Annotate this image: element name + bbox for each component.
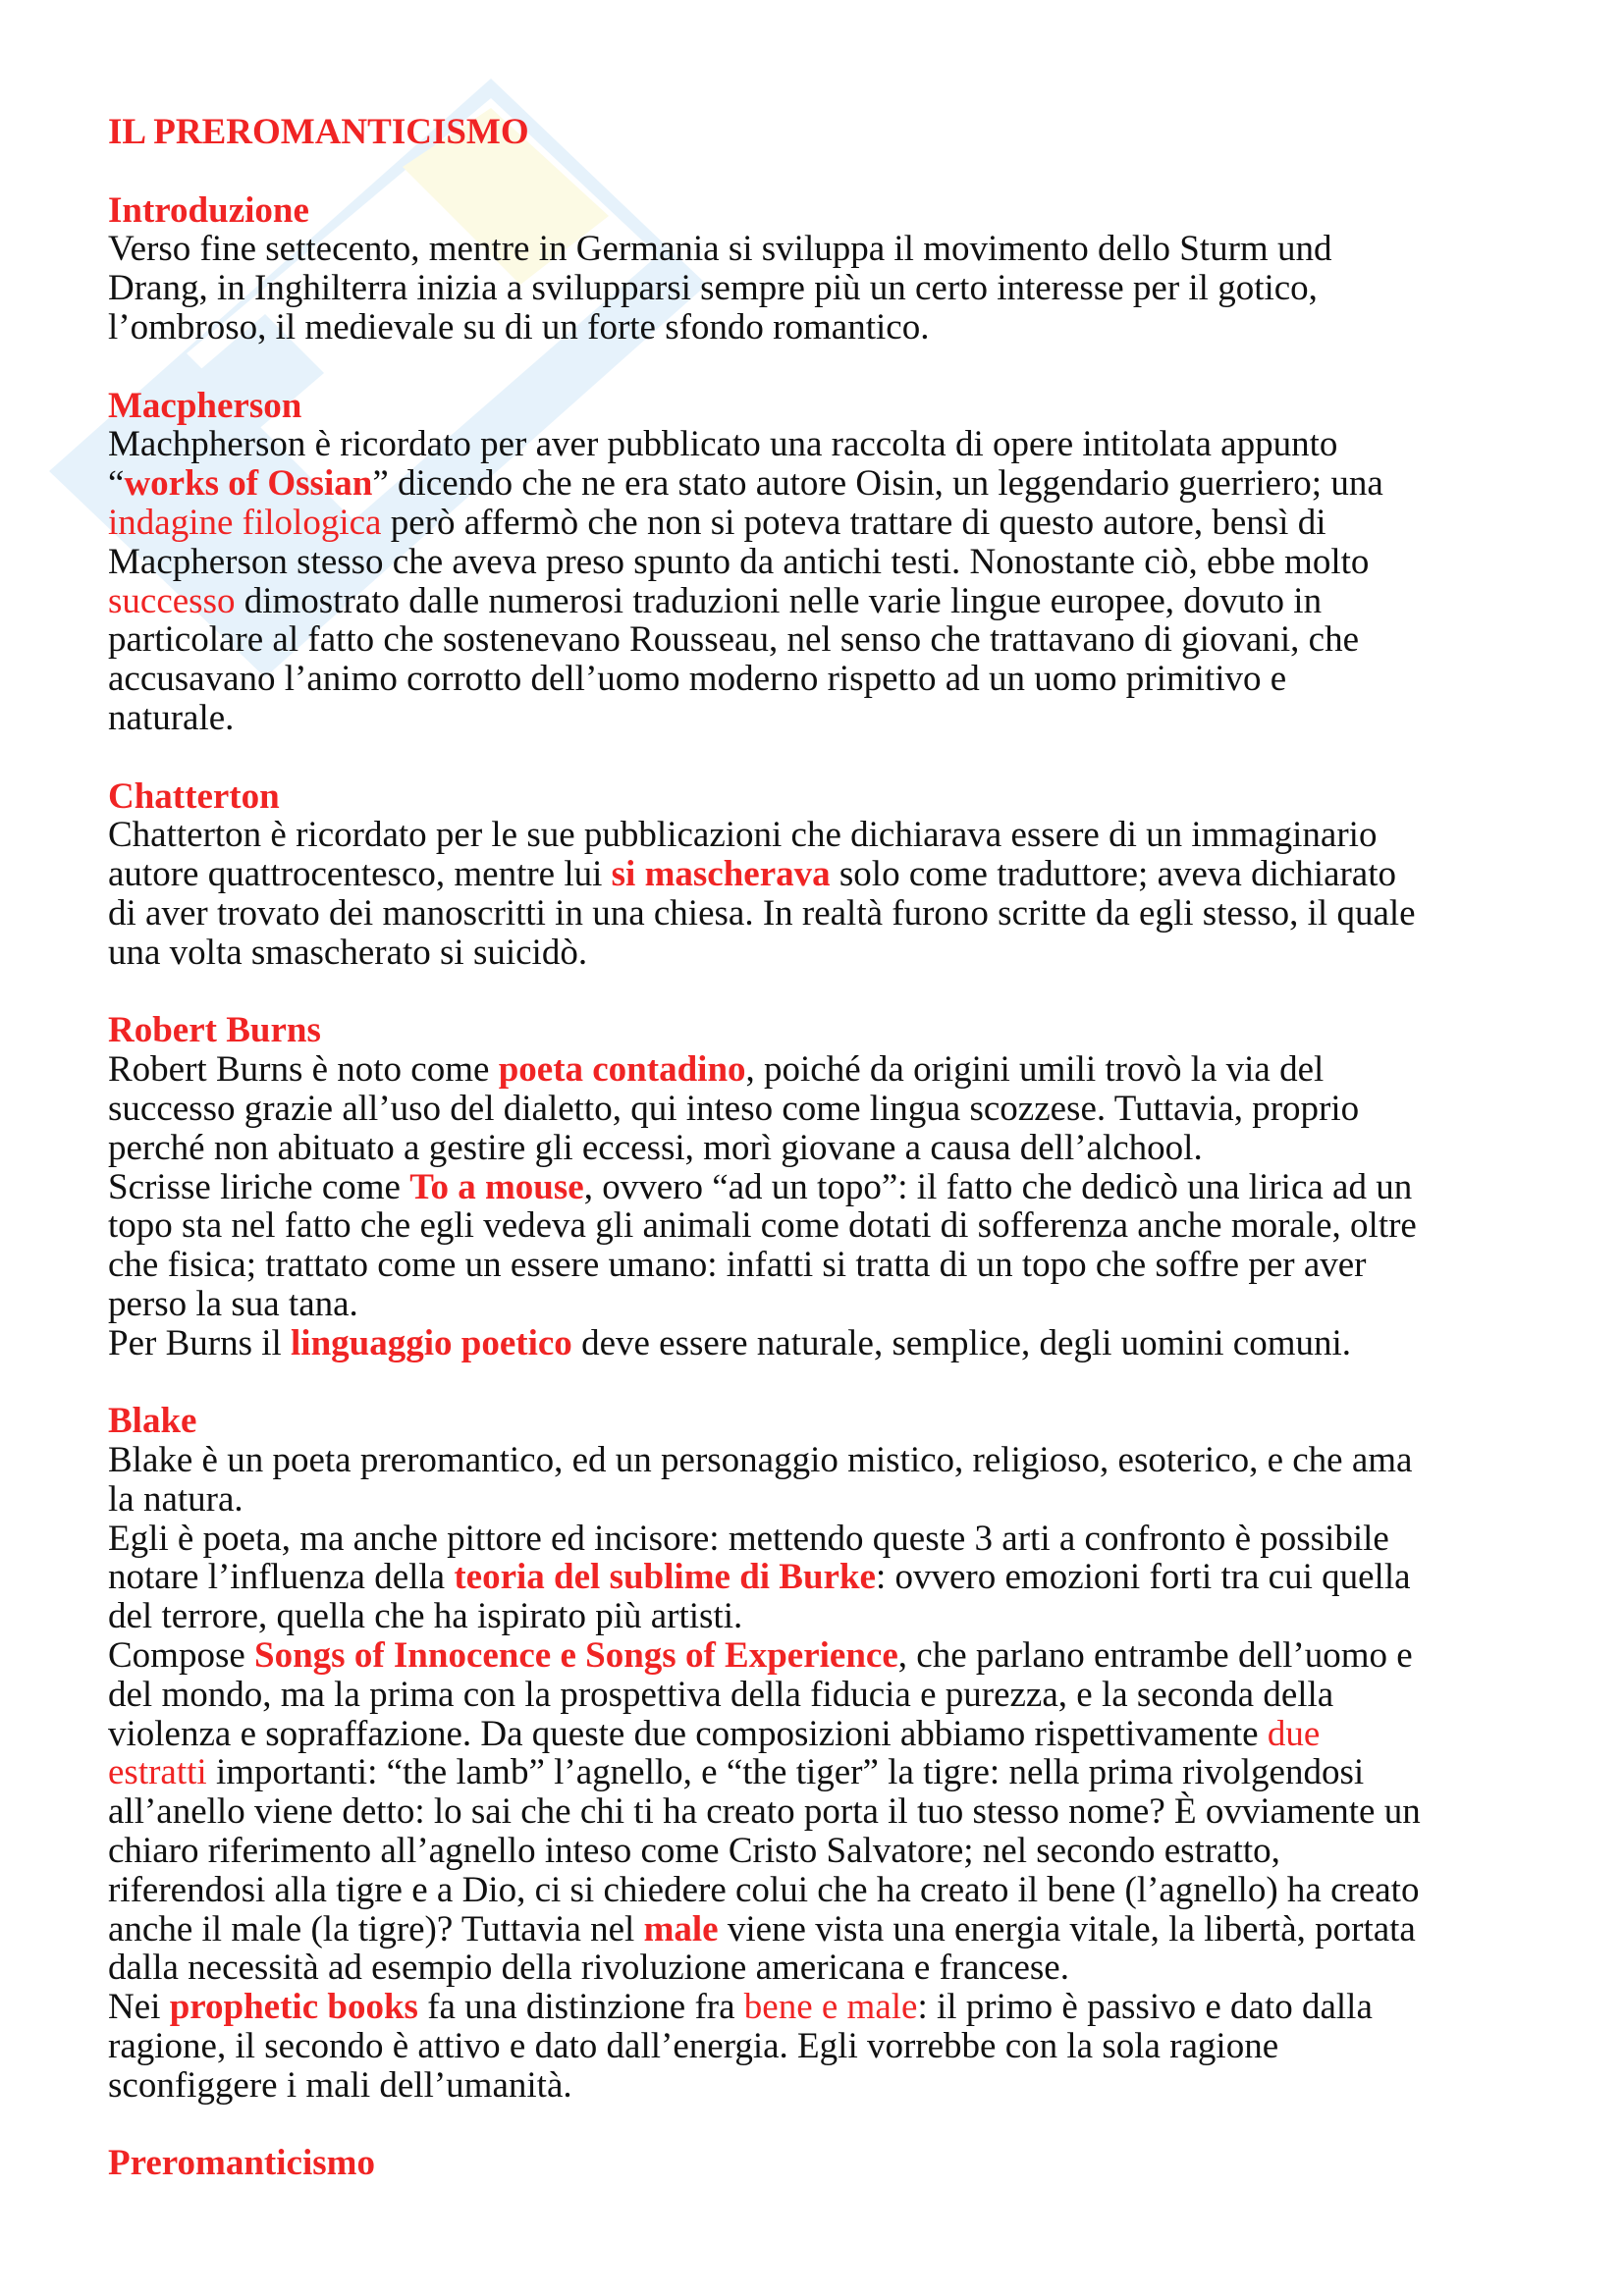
text-run: Per Burns il <box>108 1322 292 1363</box>
text-run: dimostrato dalle numerosi traduzioni nelle varie lingue europee, dovuto in <box>235 580 1323 621</box>
text-line <box>108 660 1542 699</box>
text-line <box>108 1676 1542 1715</box>
text-line <box>108 1715 1542 1754</box>
text-run: , poiché da origini umili trovò la via del <box>745 1049 1325 1091</box>
text-line <box>108 230 1542 269</box>
text-run: solo come traduttore; aveva dichiarato <box>830 854 1397 895</box>
text-run: sconfiggere i mali dell’umanità. <box>108 2064 572 2106</box>
text-run: ragione, il secondo è attivo e dato dall’energia. Egli vorrebbe con la sola ragione <box>108 2026 1279 2067</box>
text-run: autore quattrocentesco, mentre lui <box>108 854 612 895</box>
text-line <box>108 816 1542 855</box>
text-line <box>108 1520 1542 1559</box>
text-line <box>108 620 1542 660</box>
text-run: riferendosi alla tigre e a Dio, ci si chiedere colui che ha creato il bene (l’agnello) ha creato <box>108 1869 1420 1910</box>
text-line <box>108 1168 1542 1207</box>
text-run: dalla necessità ad esempio della rivoluzione americana e francese. <box>108 1948 1069 1989</box>
text-run: “ <box>108 463 125 505</box>
text-line <box>108 1246 1542 1285</box>
text-run: del mondo, ma la prima con la prospettiva della fiducia e purezza, e la seconda della <box>108 1674 1334 1715</box>
text-run: Nei <box>108 1987 170 2028</box>
highlighted-term: prophetic books <box>169 1987 418 2028</box>
text-run: all’anello viene detto: lo sai che chi ti ha creato porta il tuo stesso nome? È ovviamente un <box>108 1791 1421 1833</box>
text-line <box>108 1206 1542 1246</box>
highlighted-term: estratti <box>108 1752 207 1793</box>
text-line <box>108 934 1542 973</box>
highlighted-term: si mascherava <box>611 854 831 895</box>
text-line <box>108 894 1542 934</box>
text-run: perso la sua tana. <box>108 1283 358 1324</box>
text-run: però affermò che non si poteva trattare di questo autore, bensì di <box>381 502 1326 543</box>
highlighted-term: teoria del sublime di Burke <box>454 1557 876 1598</box>
text-run: Macpherson stesso che aveva preso spunto da antichi testi. Nonostante ciò, ebbe molto <box>108 541 1370 582</box>
text-run: accusavano l’animo corrotto dell’uomo moderno rispetto ad un uomo primitivo e <box>108 659 1287 700</box>
text-run: del terrore, quella che ha ispirato più artisti. <box>108 1596 743 1637</box>
text-run: Compose <box>108 1635 255 1677</box>
text-run: Verso fine settecento, mentre in Germania si sviluppa il movimento dello Sturm und <box>108 229 1332 270</box>
blank-line <box>108 2106 1542 2145</box>
document-page <box>108 113 1542 2183</box>
text-run: viene vista una energia vitale, la libertà, portata <box>718 1908 1416 1949</box>
text-run: che fisica; trattato come un essere umano: infatti si tratta di un topo che soffre per aver <box>108 1245 1367 1286</box>
section <box>108 387 1542 738</box>
text-line <box>108 425 1542 464</box>
highlighted-term: successo <box>108 580 236 621</box>
highlighted-term: indagine filologica <box>108 502 382 543</box>
text-line <box>108 2066 1542 2106</box>
text-run: , ovvero “ad un topo”: il fatto che dedicò una lirica ad un <box>583 1166 1413 1207</box>
section-heading: Introduzione <box>108 189 309 231</box>
text-run: successo grazie all’uso del dialetto, qui inteso come lingua scozzese. Tuttavia, proprio <box>108 1088 1360 1129</box>
section-heading: Chatterton <box>108 775 280 817</box>
text-run: la natura. <box>108 1478 243 1520</box>
text-line <box>108 1636 1542 1676</box>
section <box>108 191 1542 347</box>
highlighted-term: bene e male <box>743 1987 918 2028</box>
blank-line <box>108 973 1542 1012</box>
text-line <box>108 1949 1542 1988</box>
text-line <box>108 1050 1542 1090</box>
blank-line <box>108 1363 1542 1403</box>
text-line <box>108 464 1542 504</box>
text-run: naturale. <box>108 697 235 738</box>
section-heading: Robert Burns <box>108 1010 321 1051</box>
blank-line <box>108 347 1542 387</box>
section-heading: Blake <box>108 1401 197 1442</box>
text-line <box>108 1792 1542 1832</box>
text-line <box>108 1129 1542 1168</box>
text-line <box>108 699 1542 738</box>
text-run: anche il male (la tigre)? Tuttavia nel <box>108 1908 644 1949</box>
section <box>108 2144 1542 2183</box>
text-run: importanti: “the lamb” l’agnello, e “the tiger” la tigre: nella prima rivolgendosi <box>206 1752 1365 1793</box>
text-run: : ovvero emozioni forti tra cui quella <box>875 1557 1411 1598</box>
section <box>108 777 1542 973</box>
text-line <box>108 1324 1542 1363</box>
text-line <box>108 2027 1542 2066</box>
text-line <box>108 1090 1542 1129</box>
text-line <box>108 1597 1542 1636</box>
text-run: Scrisse liriche come <box>108 1166 410 1207</box>
text-line <box>108 1753 1542 1792</box>
text-run: notare l’influenza della <box>108 1557 455 1598</box>
text-line <box>108 582 1542 621</box>
text-run: ” dicendo che ne era stato autore Oisin, un leggendario guerriero; una <box>372 463 1383 505</box>
text-line <box>108 1988 1542 2027</box>
text-run: topo sta nel fatto che egli vedeva gli animali come dotati di sofferenza anche morale, oltre <box>108 1205 1417 1247</box>
text-line <box>108 308 1542 347</box>
text-line <box>108 1871 1542 1910</box>
highlighted-term: To a mouse <box>409 1166 584 1207</box>
text-run: una volta smascherato si suicidò. <box>108 932 588 973</box>
text-run: Drang, in Inghilterra inizia a svilupparsi sempre più un certo interesse per il gotico, <box>108 268 1318 309</box>
highlighted-term: linguaggio poetico <box>291 1322 572 1363</box>
section <box>108 1011 1542 1362</box>
text-run: Egli è poeta, ma anche pittore ed incisore: mettendo queste 3 arti a confronto è possibile <box>108 1518 1389 1559</box>
text-run: Robert Burns è noto come <box>108 1049 499 1091</box>
text-line <box>108 1832 1542 1871</box>
text-run: particolare al fatto che sostenevano Rousseau, nel senso che trattavano di giovani, che <box>108 619 1359 661</box>
text-line <box>108 1910 1542 1949</box>
text-line <box>108 1558 1542 1597</box>
text-run: violenza e sopraffazione. Da queste due composizioni abbiamo rispettivamente <box>108 1713 1268 1754</box>
blank-line <box>108 738 1542 777</box>
section-heading: Macpherson <box>108 385 302 426</box>
text-line <box>108 1480 1542 1520</box>
text-run: Chatterton è ricordato per le sue pubblicazioni che dichiarava essere di un immaginario <box>108 815 1378 856</box>
text-run: deve essere naturale, semplice, degli uomini comuni. <box>571 1322 1351 1363</box>
text-run: Machpherson è ricordato per aver pubblicato una raccolta di opere intitolata appunto <box>108 424 1338 465</box>
highlighted-term: Songs of Innocence e Songs of Experience <box>254 1635 898 1677</box>
text-run: Blake è un poeta preromantico, ed un personaggio mistico, religioso, esoterico, e che ama <box>108 1440 1413 1481</box>
text-run: l’ombroso, il medievale su di un forte sfondo romantico. <box>108 306 930 347</box>
text-line <box>108 269 1542 308</box>
highlighted-term: male <box>643 1908 719 1949</box>
text-run: chiaro riferimento all’agnello inteso come Cristo Salvatore; nel secondo estratto, <box>108 1831 1280 1872</box>
highlighted-term: poeta contadino <box>498 1049 746 1091</box>
text-run: di aver trovato dei manoscritti in una chiesa. In realtà furono scritte da egli stesso, il quale <box>108 892 1416 934</box>
text-run: : il primo è passivo e dato dalla <box>917 1987 1373 2028</box>
highlighted-term: due <box>1267 1713 1321 1754</box>
section <box>108 1402 1542 2105</box>
section-heading: Preromanticismo <box>108 2143 375 2184</box>
text-line <box>108 1285 1542 1324</box>
text-run: fa una distinzione fra <box>417 1987 744 2028</box>
text-run: , che parlano entrambe dell’uomo e <box>897 1635 1413 1677</box>
text-run: perché non abituato a gestire gli eccessi, morì giovane a causa dell’alchool. <box>108 1127 1203 1168</box>
document-title: IL PREROMANTICISMO <box>108 112 529 152</box>
text-line <box>108 543 1542 582</box>
text-line <box>108 1441 1542 1480</box>
text-line <box>108 855 1542 894</box>
text-line <box>108 504 1542 543</box>
highlighted-term: works of Ossian <box>124 463 373 505</box>
blank-line <box>108 152 1542 191</box>
